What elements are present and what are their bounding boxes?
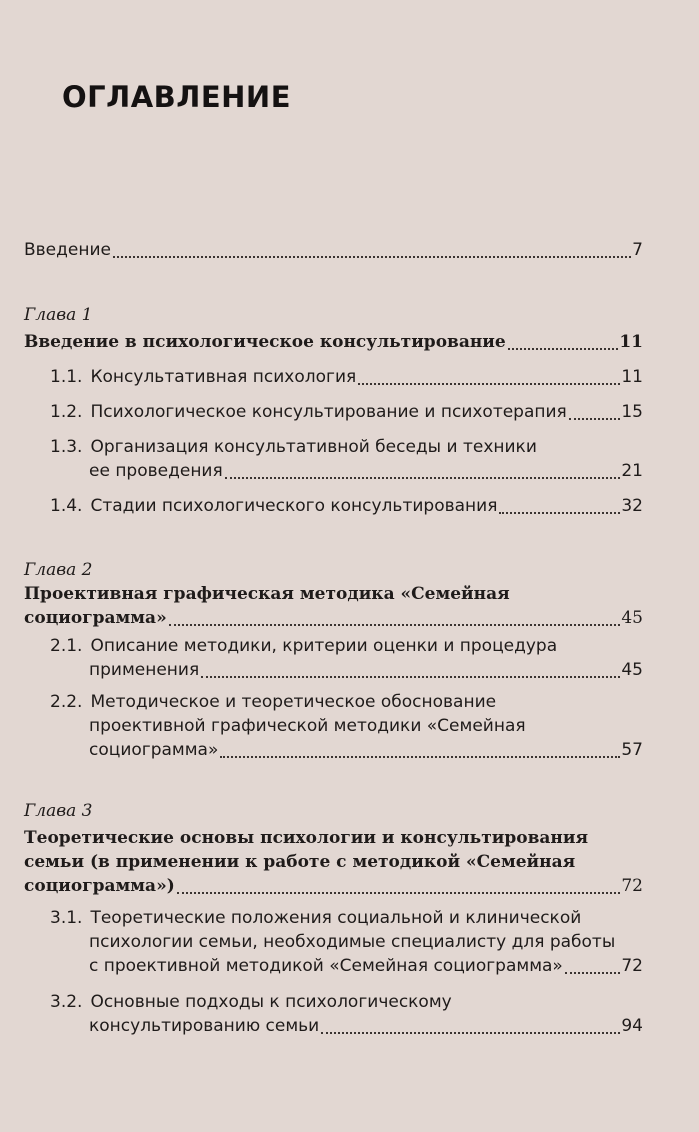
- toc-entry-intro[interactable]: [24, 238, 643, 262]
- section-title-cont: психологии семьи, необходимые специалисту для работы: [89, 932, 616, 952]
- chapter-title-line: Теоретические основы психологии и консультирования: [24, 828, 589, 848]
- section-title-cont: применения: [89, 660, 200, 680]
- section-title: Описание методики, критерии оценки и процедура: [90, 636, 558, 656]
- chapter-title-line: семьи (в применении к работе с методикой «Семейная: [24, 852, 576, 872]
- leader-dots: [177, 892, 621, 894]
- toc-section[interactable]: [50, 906, 643, 978]
- toc-section[interactable]: [50, 634, 643, 682]
- section-number: 2.1.: [50, 636, 83, 656]
- leader-dots: [225, 477, 621, 479]
- page-number: 11: [621, 367, 643, 387]
- toc-section[interactable]: [50, 400, 643, 424]
- toc-section[interactable]: [50, 365, 643, 389]
- section-title-cont: с проективной методикой «Семейная социограмма»: [89, 956, 563, 976]
- leader-dots: [321, 1032, 620, 1034]
- leader-dots: [220, 756, 620, 758]
- section-title-cont: проективной графической методики «Семейная: [89, 716, 526, 736]
- leader-dots: [499, 512, 620, 514]
- page-number: 45: [621, 608, 643, 628]
- section-title: Стадии психологического консультирования: [90, 496, 498, 516]
- page-number: 32: [621, 496, 643, 516]
- chapter-title[interactable]: [24, 582, 643, 630]
- page-number: 11: [619, 332, 643, 352]
- leader-dots: [169, 624, 621, 626]
- section-title: Методическое и теоретическое обоснование: [90, 692, 497, 712]
- section-title: Организация консультативной беседы и техники: [90, 437, 537, 457]
- page-number: 15: [621, 402, 643, 422]
- page-number: 45: [621, 660, 643, 680]
- toc-entry-label: Введение: [24, 240, 111, 260]
- section-title: Теоретические положения социальной и клинической: [90, 908, 582, 928]
- chapter-title-line: Введение в психологическое консультирование: [24, 332, 506, 352]
- page-number: 21: [621, 461, 643, 481]
- leader-dots: [569, 418, 621, 420]
- leader-dots: [113, 256, 631, 258]
- chapter-label: Глава 1: [24, 305, 93, 325]
- toc-section[interactable]: [50, 690, 643, 762]
- leader-dots: [508, 348, 619, 350]
- chapter-label: Глава 2: [24, 560, 93, 580]
- page-title: ОГЛАВЛЕНИЕ: [62, 80, 292, 114]
- toc-section[interactable]: [50, 990, 643, 1038]
- chapter-title-line: социограмма»: [24, 608, 167, 628]
- page-number: 72: [621, 876, 643, 896]
- section-number: 3.1.: [50, 908, 83, 928]
- page-number: 94: [621, 1016, 643, 1036]
- section-title: Консультативная психология: [90, 367, 357, 387]
- section-title-cont: консультированию семьи: [89, 1016, 320, 1036]
- section-title-cont: ее проведения: [89, 461, 223, 481]
- chapter-title[interactable]: [24, 330, 643, 354]
- section-title: Основные подходы к психологическому: [90, 992, 452, 1012]
- chapter-label: Глава 3: [24, 801, 93, 821]
- chapter-title-line: социограмма»): [24, 876, 175, 896]
- toc-section[interactable]: [50, 435, 643, 483]
- section-number: 1.2.: [50, 402, 83, 422]
- page-number: 7: [632, 240, 643, 260]
- section-number: 1.4.: [50, 496, 83, 516]
- section-number: 3.2.: [50, 992, 83, 1012]
- toc-section[interactable]: [50, 494, 643, 518]
- leader-dots: [201, 676, 620, 678]
- chapter-title[interactable]: [24, 826, 643, 898]
- section-title-cont: социограмма»: [89, 740, 219, 760]
- section-title: Психологическое консультирование и психотерапия: [90, 402, 567, 422]
- page-number: 72: [621, 956, 643, 976]
- chapter-title-line: Проективная графическая методика «Семейная: [24, 584, 510, 604]
- page-number: 57: [621, 740, 643, 760]
- leader-dots: [358, 383, 620, 385]
- section-number: 1.3.: [50, 437, 83, 457]
- leader-dots: [565, 972, 621, 974]
- section-number: 1.1.: [50, 367, 83, 387]
- section-number: 2.2.: [50, 692, 83, 712]
